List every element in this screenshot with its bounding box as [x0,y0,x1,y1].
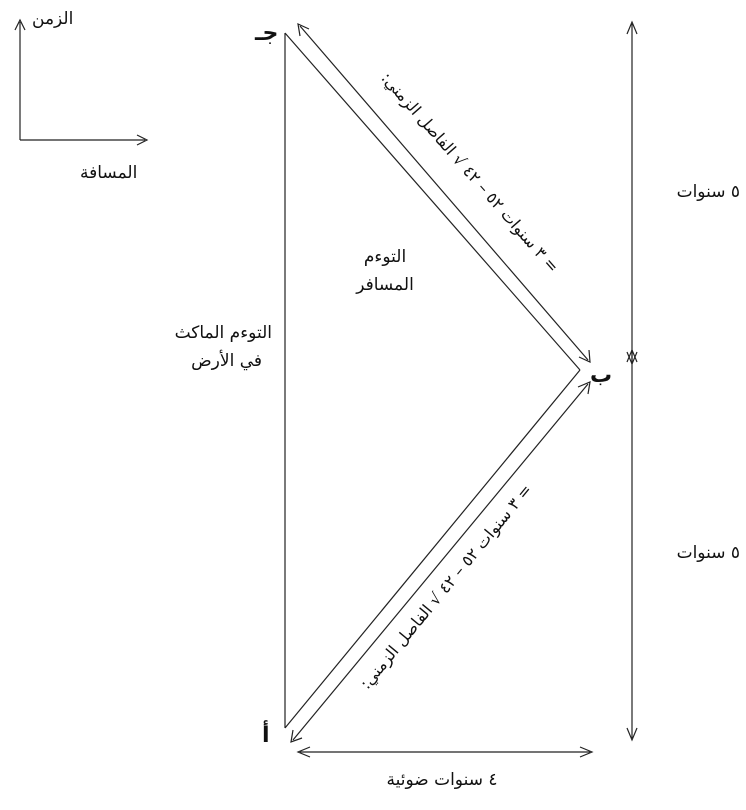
point-a-label: أ [262,723,270,748]
lower-duration-label: ٥ سنوات [676,543,740,563]
lower-duration-arrow [627,350,637,740]
upper-duration-arrow [627,22,637,364]
lower-interval-formula [356,480,537,693]
return-worldline [285,33,580,370]
earth-twin-label-line1: التوءم الماكث [174,323,272,343]
lower-interval-prefix: الفاصل الزمني: [355,600,437,693]
bottom-distance-arrow [298,747,592,757]
earth-twin-label-line2: في الأرض [191,351,262,371]
lower-interval-sqrt-operand: ٥٢ – ٤٢ [434,544,483,598]
svg-text:= ٣ سنوات ٥٢ – ٤٢ [356,480,537,693]
traveling-twin-label-line1: التوءم [363,247,407,267]
time-axis-label: الزمن [32,9,74,29]
upper-interval-sqrt-sign: √ [448,150,470,171]
upper-interval-sqrt-operand: ٥٢ – ٤٢ [459,161,508,214]
bottom-distance-label: ٤ سنوات ضوئية [386,770,498,790]
outbound-worldline [285,370,580,728]
traveling-twin-label-line2: المسافر [356,275,414,295]
upper-interval-arrow [298,24,590,362]
upper-duration-label: ٥ سنوات [676,182,740,202]
point-b-label: ب [590,363,613,388]
point-c-label: جـ [255,21,279,46]
lower-interval-arrow [291,382,590,742]
svg-text:= ٣ سنوات ٥٢ – ٤٢ [377,68,563,276]
upper-interval-prefix: الفاصل الزمني: [377,68,460,159]
upper-interval-result: = ٣ سنوات [496,204,563,277]
lower-interval-sqrt-sign: √ [424,589,447,610]
upper-interval-formula [377,68,563,276]
axis-indicator [15,9,147,183]
lower-interval-result: = ٣ سنوات [471,480,536,553]
distance-axis-label: المسافة [80,163,138,183]
